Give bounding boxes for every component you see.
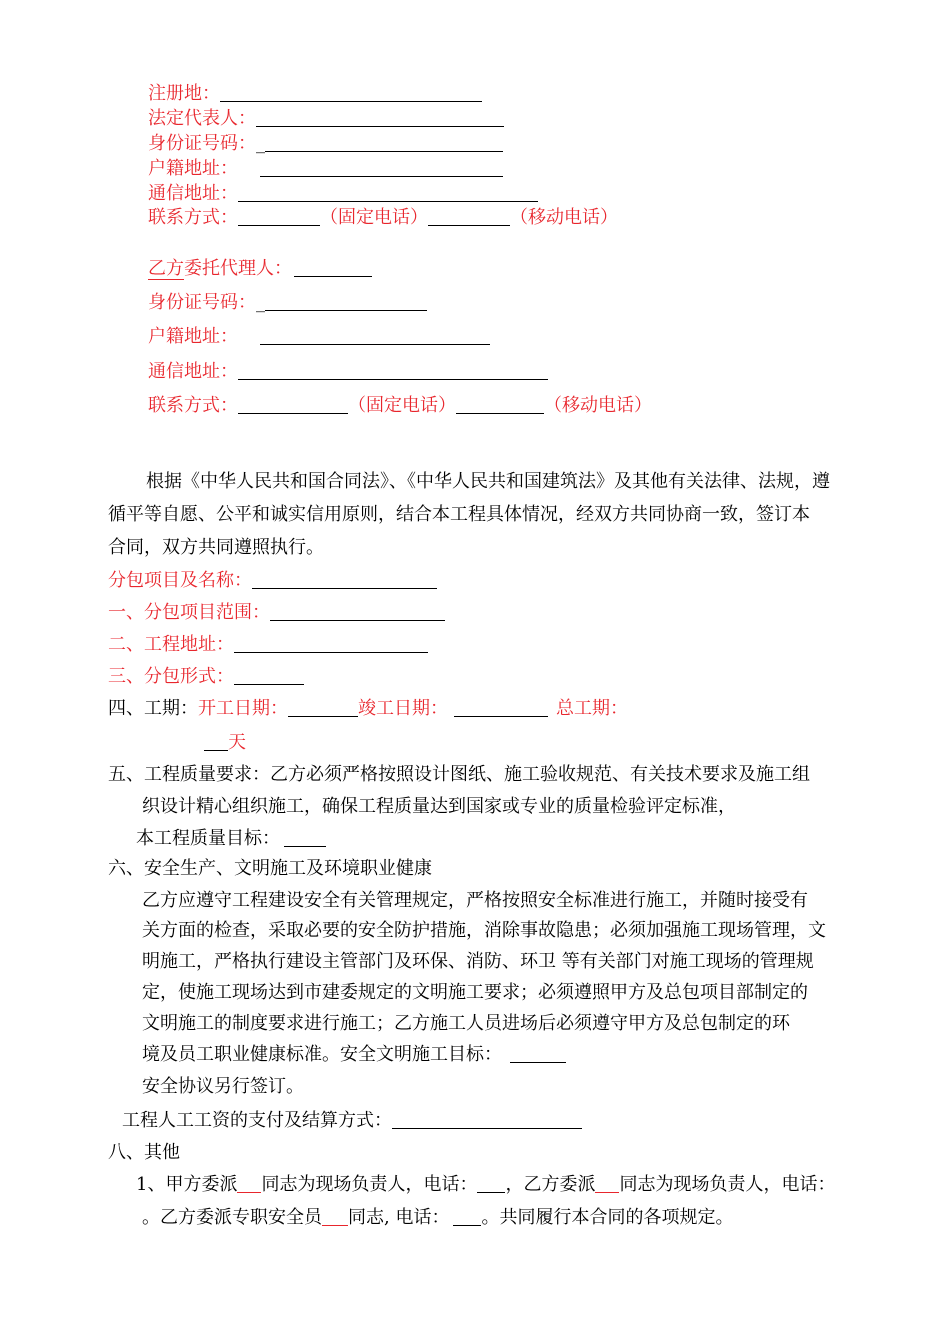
party-a-phone-label: 同志为现场负责人，电话： [261,1174,478,1195]
reg-line [148,82,482,106]
reg-label: 注册地： [148,83,220,104]
mail-line-b [148,360,548,384]
days-label: 天 [228,732,246,753]
agent-label: 委托代理人： [184,258,292,279]
quality-goal-field[interactable] [284,828,326,847]
end-date-field[interactable] [454,698,548,717]
scope-label: 一、分包项目范围： [108,602,270,623]
household-field-a[interactable] [260,158,503,177]
other-line-2 [142,1201,733,1234]
party-b-assign-label: ，乙方委派 [505,1174,596,1195]
contact-line-b [148,394,652,418]
safety-line-6 [142,1038,566,1071]
rep-label: 法定代表人： [148,108,256,129]
intro-line-1: 根据《中华人民共和国合同法》、《中华人民共和国建筑法》及其他有关法律、法规，遵 [146,471,830,492]
address-line [108,628,428,661]
agent-label-underlined: 乙方 [148,258,184,279]
end-date-label: 竣工日期： [358,698,448,719]
contact-line-a [148,206,618,230]
id-field-b[interactable] [265,292,427,311]
id-label-a: 身份证号码： [148,133,256,154]
safety-goal-field[interactable] [510,1044,566,1063]
party-b-person-field[interactable] [595,1174,619,1193]
other-title: 八、其他 [108,1142,180,1163]
safety-line-1: 乙方应遵守工程建设安全有关管理规定，严格按照安全标准进行施工，并随时接受有 [142,890,808,911]
form-line [108,660,304,693]
project-name-label: 分包项目及名称： [108,570,252,591]
intro-line-3: 合同，双方共同遵照执行。 [108,537,324,558]
wage-line [122,1104,582,1137]
mobile-label-a: （移动电话） [510,207,618,228]
id-label-b: 身份证号码： [148,292,256,313]
project-name-field[interactable] [252,570,437,589]
fixed-label-a: （固定电话） [320,207,428,228]
household-field-b[interactable] [260,326,490,345]
mail-line-a [148,182,538,206]
safety-line-4: 定，使施工现场达到市建委规定的文明施工要求；必须遵照甲方及总包项目部制定的 [142,982,808,1003]
agent-line [148,257,372,281]
start-date-field[interactable] [288,698,358,717]
days-line [204,726,246,759]
safety-line-2: 关方面的检查，采取必要的安全防护措施，消除事故隐患；必须加强施工现场管理，文 [142,920,826,941]
party-a-assign-label: 1、甲方委派 [136,1174,238,1195]
household-line-b [148,325,490,349]
mail-field-b[interactable] [238,361,548,380]
form-field[interactable] [234,666,304,685]
other-line-1 [136,1168,835,1201]
id-prefix-b: _ [256,292,265,313]
mobile-phone-field-a[interactable] [428,207,510,226]
closing-text: 。共同履行本合同的各项规定。 [481,1207,734,1228]
safety-line-3: 明施工，严格执行建设主管部门及环保、消防、环卫 等有关部门对施工现场的管理规 [142,951,814,972]
schedule-label: 四、工期： [108,698,198,719]
safety-agreement: 安全协议另行签订。 [142,1076,304,1097]
fixed-phone-field-a[interactable] [238,207,320,226]
mail-label-b: 通信地址： [148,361,238,382]
quality-goal-line [136,822,326,855]
household-label-b: 户籍地址： [148,326,238,347]
fixed-label-b: （固定电话） [348,395,456,416]
quality-line-2: 织设计精心组织施工，确保工程质量达到国家或专业的质量检验评定标准， [142,796,736,817]
address-label: 二、工程地址： [108,634,234,655]
id-field-a[interactable] [265,133,503,152]
safety-officer-phone-label: 同志, 电话： [348,1207,450,1228]
quality-goal-label: 本工程质量目标： [136,828,280,849]
party-a-phone-field[interactable] [477,1174,505,1193]
wage-label: 工程人工工资的支付及结算方式： [122,1110,392,1131]
project-name-line [108,564,437,597]
fixed-phone-field-b[interactable] [238,395,348,414]
safety-officer-phone-field[interactable] [453,1207,481,1226]
scope-line [108,596,445,629]
household-label-a: 户籍地址： [148,158,238,179]
safety-officer-field[interactable] [322,1207,348,1226]
household-line-a [148,157,503,181]
rep-field[interactable] [256,108,504,127]
scope-field[interactable] [270,602,445,621]
safety-title: 六、安全生产、文明施工及环境职业健康 [108,858,432,879]
rep-line [148,107,504,131]
agent-field[interactable] [294,258,372,277]
id-line-a [148,132,503,156]
contact-label-a: 联系方式： [148,207,238,228]
id-line-b [148,291,427,315]
safety-line-5: 文明施工的制度要求进行施工；乙方施工人员进场后必须遵守甲方及总包制定的环 [142,1013,790,1034]
total-period-label: 总工期： [556,698,628,719]
party-b-phone-label: 同志为现场负责人，电话： [619,1174,836,1195]
safety-goal-label: 境及员工职业健康标准。安全文明施工目标： [142,1044,502,1065]
mail-field-a[interactable] [238,183,538,202]
reg-field[interactable] [220,83,482,102]
days-field[interactable] [204,732,228,751]
party-a-person-field[interactable] [237,1174,261,1193]
contact-label-b: 联系方式： [148,395,238,416]
address-field[interactable] [234,634,428,653]
intro-line-2: 循平等自愿、公平和诚实信用原则，结合本工程具体情况，经双方共同协商一致，签订本 [108,504,810,525]
quality-line-1: 五、工程质量要求：乙方必须严格按照设计图纸、施工验收规范、有关技术要求及施工组 [108,764,810,785]
schedule-line [108,692,628,725]
start-date-label: 开工日期： [198,698,288,719]
form-label: 三、分包形式： [108,666,234,687]
mail-label-a: 通信地址： [148,183,238,204]
id-prefix-a: _ [256,133,265,154]
wage-field[interactable] [392,1110,582,1129]
mobile-phone-field-b[interactable] [456,395,544,414]
mobile-label-b: （移动电话） [544,395,652,416]
safety-officer-label: 。乙方委派专职安全员 [142,1207,322,1228]
